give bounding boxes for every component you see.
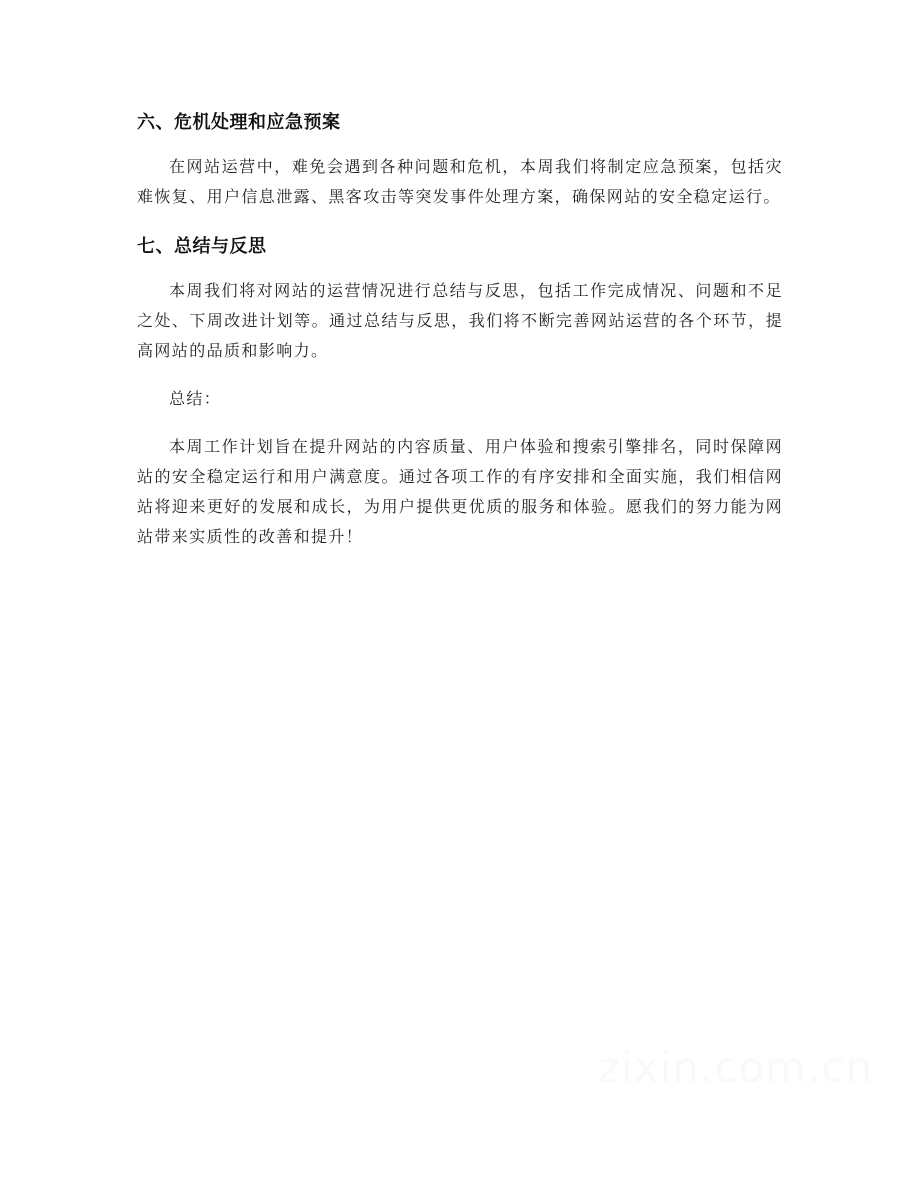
watermark-text: zixin.com.cn bbox=[598, 1043, 873, 1092]
section-heading-summary-reflection: 七、总结与反思 bbox=[137, 236, 267, 257]
summary-label: 总结： bbox=[169, 389, 222, 408]
section-paragraph-crisis: 在网站运营中，难免会遇到各种问题和危机，本周我们将制定应急预案，包括灾难恢复、用户信息泄露、黑客攻击等突发事件处理方案，确保网站的安全稳定运行。 bbox=[137, 157, 783, 206]
section-heading-crisis: 六、危机处理和应急预案 bbox=[137, 112, 341, 133]
document-body bbox=[137, 108, 783, 552]
section-paragraph-summary-reflection: 本周我们将对网站的运营情况进行总结与反思，包括工作完成情况、问题和不足之处、下周改进计划等。通过总结与反思，我们将不断完善网站运营的各个环节，提高网站的品质和影响力。 bbox=[137, 281, 783, 360]
summary-paragraph: 本周工作计划旨在提升网站的内容质量、用户体验和搜索引擎排名，同时保障网站的安全稳定运行和用户满意度。通过各项工作的有序安排和全面实施，我们相信网站将迎来更好的发展和成长，为用户提供更优质的服务和体验。愿我们的努力能为网站带来实质性的改善和提升！ bbox=[137, 437, 783, 546]
